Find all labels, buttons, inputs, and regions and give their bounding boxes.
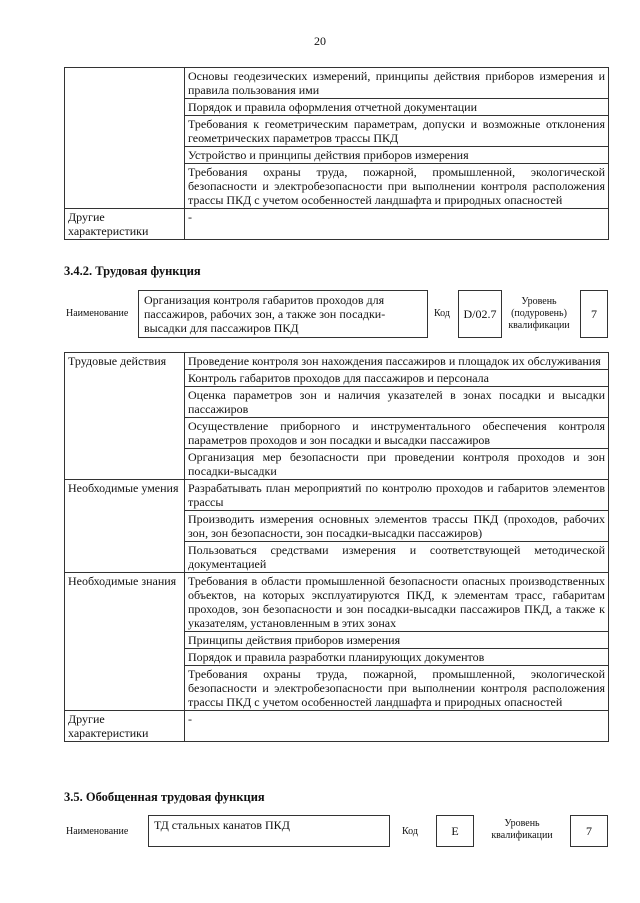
- required-skills-label: Необходимые умения: [65, 480, 185, 573]
- other-characteristics-label: Другие характеристики: [65, 209, 185, 240]
- skill-item: Пользоваться средствами измерения и соответствующей методической документацией: [185, 542, 609, 573]
- other-characteristics-label: Другие характеристики: [65, 711, 185, 742]
- knowledge-table-continued: [64, 67, 609, 240]
- qualification-level-box: 7: [570, 815, 608, 847]
- required-knowledge-label: Необходимые знания: [65, 573, 185, 711]
- table-row: [65, 68, 609, 99]
- empty-label-cell: [65, 68, 185, 209]
- name-label: Наименование: [66, 308, 129, 319]
- knowledge-item: Основы геодезических измерений, принципы действия приборов измерения и правила пользования ими: [185, 68, 609, 99]
- labor-function-table: [64, 352, 609, 742]
- generalized-function-name-box: ТД стальных канатов ПКД: [148, 815, 390, 847]
- code-label: Код: [402, 826, 418, 837]
- qualification-level-label: Уровень (подуровень) квалификации: [508, 296, 570, 331]
- knowledge-item: Принципы действия приборов измерения: [185, 632, 609, 649]
- other-characteristics-value: -: [185, 711, 609, 742]
- qualification-level-label: Уровень квалификации: [491, 818, 553, 841]
- knowledge-item: Требования охраны труда, пожарной, промышленной, экологической безопасности и электробезопасности при выполнении контроля расположения трассы ПКД с учетом особенностей ландшафта и природных опасностей: [185, 666, 609, 711]
- knowledge-item: Порядок и правила разработки планирующих документов: [185, 649, 609, 666]
- labor-action-item: Осуществление приборного и инструментального обеспечения контроля параметров проходов и зон посадки и высадки пассажиров: [185, 418, 609, 449]
- knowledge-item: Устройство и принципы действия приборов измерения: [185, 147, 609, 164]
- table-row: [65, 711, 609, 742]
- table-row: [65, 480, 609, 511]
- section-heading-342: 3.4.2. Трудовая функция: [64, 264, 201, 278]
- knowledge-item: Требования в области промышленной безопасности опасных производственных объектов, на которых эксплуатируются ПКД, к элементам трасс, габаритам проходов, зон безопасности и зон посадки-высадки пассажиров ПКД, а также к указателям, установленным в этих зонах: [185, 573, 609, 632]
- labor-action-item: Проведение контроля зон нахождения пассажиров и площадок их обслуживания: [185, 353, 609, 370]
- section-heading-35: 3.5. Обобщенная трудовая функция: [64, 790, 265, 804]
- skill-item: Разрабатывать план мероприятий по контролю проходов и габаритов элементов трассы: [185, 480, 609, 511]
- table-row: [65, 573, 609, 632]
- page-number: 20: [314, 34, 326, 48]
- labor-actions-label: Трудовые действия: [65, 353, 185, 480]
- code-value-box: D/02.7: [458, 290, 502, 338]
- code-value-box: E: [436, 815, 474, 847]
- code-label: Код: [434, 308, 450, 319]
- knowledge-item: Требования к геометрическим параметрам, допуски и возможные отклонения геометрических параметров трассы ПКД: [185, 116, 609, 147]
- labor-action-item: Организация мер безопасности при проведении контроля проходов и зон посадки-высадки: [185, 449, 609, 480]
- table-row: [65, 353, 609, 370]
- labor-action-item: Оценка параметров зон и наличия указателей в зонах посадки и высадки пассажиров: [185, 387, 609, 418]
- qualification-level-box: 7: [580, 290, 608, 338]
- knowledge-item: Требования охраны труда, пожарной, промышленной, экологической безопасности и электробезопасности при выполнении контроля расположения трассы ПКД с учетом особенностей ландшафта и природных опасностей: [185, 164, 609, 209]
- knowledge-item: Порядок и правила оформления отчетной документации: [185, 99, 609, 116]
- function-name-box: Организация контроля габаритов проходов для пассажиров, рабочих зон, а также зон посадки-высадки для пассажиров ПКД: [138, 290, 428, 338]
- labor-action-item: Контроль габаритов проходов для пассажиров и персонала: [185, 370, 609, 387]
- other-characteristics-value: -: [185, 209, 609, 240]
- skill-item: Производить измерения основных элементов трассы ПКД (проходов, рабочих зон, зон безопасности, зон посадки-высадки пассажиров): [185, 511, 609, 542]
- table-row: [65, 209, 609, 240]
- name-label: Наименование: [66, 826, 129, 837]
